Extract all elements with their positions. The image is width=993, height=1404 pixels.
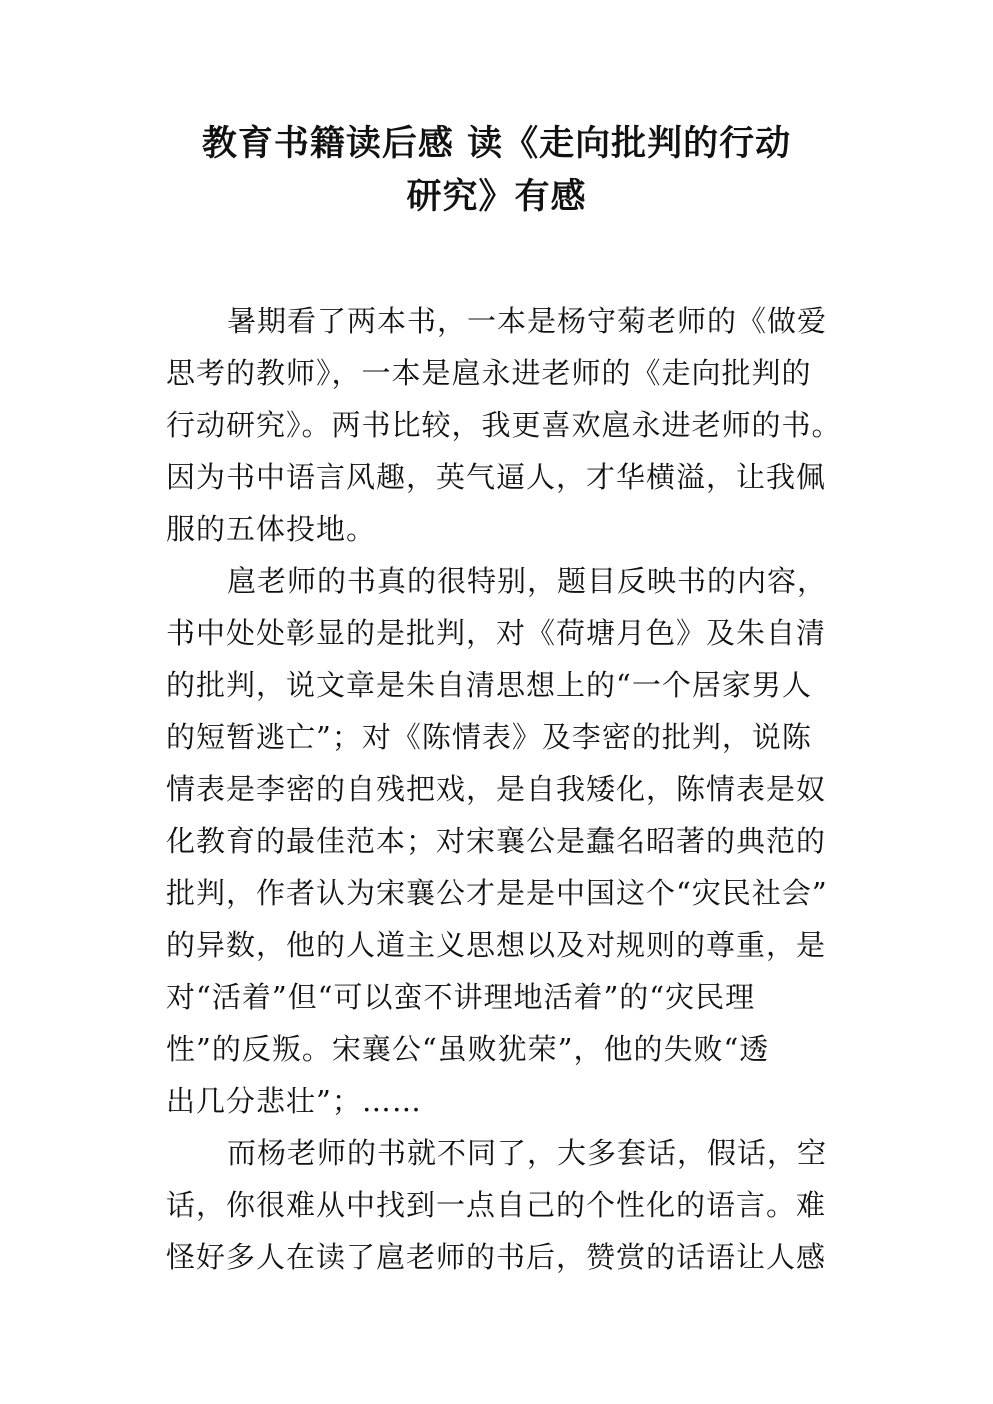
paragraph-2-line-1: 扈老师的书真的很特别，题目反映书的内容，	[227, 564, 828, 598]
paragraph-2-line-6: 化教育的最佳范本；对宋襄公是蠢名昭著的典范的	[166, 824, 827, 858]
paragraph-1-line-4: 因为书中语言风趣，英气逼人，才华横溢，让我佩	[166, 460, 827, 494]
paragraph-2-line-4: 的短暂逃亡”；对《陈情表》及李密的批判，说陈	[166, 720, 812, 754]
paragraph-1-line-5: 服的五体投地。	[166, 512, 377, 546]
paragraph-2-line-10: 性”的反叛。宋襄公“虽败犹荣”，他的失败“透	[166, 1032, 770, 1066]
paragraph-2-line-7: 批判，作者认为宋襄公才是是中国这个“灾民社会”	[166, 876, 828, 910]
paragraph-2-line-8: 的异数，他的人道主义思想以及对规则的尊重，是	[166, 928, 827, 962]
paragraph-2-line-3: 的批判，说文章是朱自清思想上的“一个居家男人	[166, 668, 812, 702]
paragraph-3-line-3: 怪好多人在读了扈老师的书后，赞赏的话语让人感	[166, 1240, 827, 1274]
paragraph-2-line-11: 出几分悲壮”；……	[166, 1084, 422, 1118]
title-line: 教育书籍读后感 读《走向批判的行动	[201, 124, 792, 164]
document-title	[120, 118, 873, 224]
paragraph-2-line-9: 对“活着”但“可以蛮不讲理地活着”的“灾民理	[166, 980, 756, 1014]
paragraph-2-line-5: 情表是李密的自残把戏，是自我矮化，陈情表是奴	[166, 772, 827, 806]
paragraph-2-line-2: 书中处处彰显的是批判，对《荷塘月色》及朱自清	[166, 616, 827, 650]
paragraph-1-line-1: 暑期看了两本书，一本是杨守菊老师的《做爱	[227, 304, 828, 338]
paragraph-3-line-1: 而杨老师的书就不同了，大多套话，假话，空	[227, 1136, 828, 1170]
paragraph-1-line-3: 行动研究》。两书比较，我更喜欢扈永进老师的书。	[166, 408, 842, 442]
title-line: 研究》有感	[406, 177, 587, 217]
paragraph-3-line-2: 话，你很难从中找到一点自己的个性化的语言。难	[166, 1188, 827, 1222]
paragraph-1-line-2: 思考的教师》，一本是扈永进老师的《走向批判的	[166, 356, 812, 390]
